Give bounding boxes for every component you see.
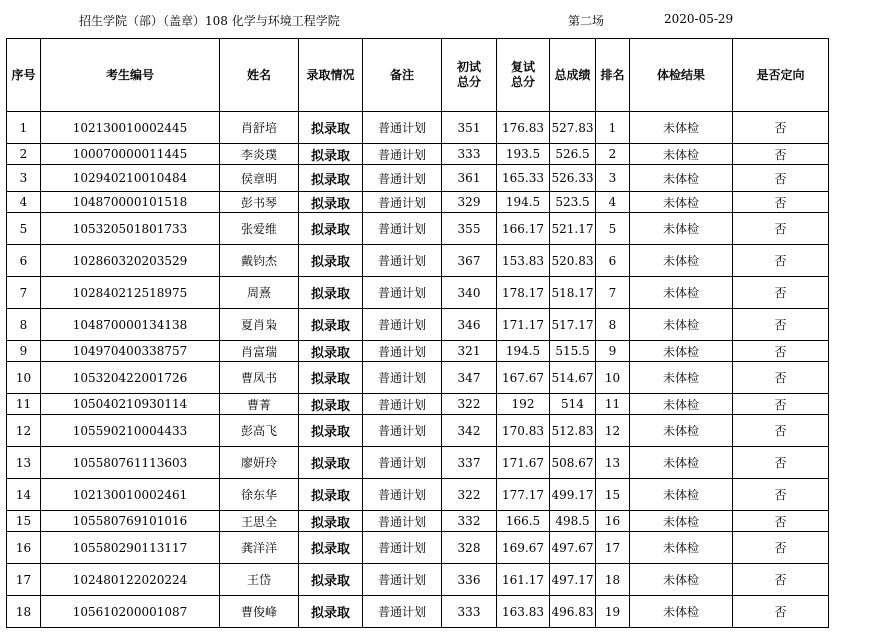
candidate-id-cell: 105040210930114 bbox=[41, 394, 220, 415]
note-cell: 普通计划 bbox=[363, 564, 442, 596]
rank-cell: 1 bbox=[596, 112, 630, 144]
name-cell: 彭高飞 bbox=[220, 415, 299, 447]
table-row bbox=[7, 362, 829, 394]
name-cell: 曹俊峰 bbox=[220, 596, 299, 628]
directed-cell: 否 bbox=[733, 447, 829, 479]
seq-cell: 14 bbox=[7, 479, 41, 511]
table-row bbox=[7, 165, 829, 192]
rank-cell: 18 bbox=[596, 564, 630, 596]
initial-score-cell: 328 bbox=[442, 532, 497, 564]
status-cell: 拟录取 bbox=[299, 165, 363, 192]
name-cell: 曹凤书 bbox=[220, 362, 299, 394]
note-cell: 普通计划 bbox=[363, 479, 442, 511]
candidate-id-cell: 102940210010484 bbox=[41, 165, 220, 192]
status-cell: 拟录取 bbox=[299, 245, 363, 277]
rank-cell: 19 bbox=[596, 596, 630, 628]
medical-cell: 未体检 bbox=[630, 447, 733, 479]
candidate-id-cell: 105320501801733 bbox=[41, 213, 220, 245]
rank-cell: 8 bbox=[596, 309, 630, 341]
rank-cell: 11 bbox=[596, 394, 630, 415]
table-row bbox=[7, 213, 829, 245]
note-cell: 普通计划 bbox=[363, 596, 442, 628]
initial-score-cell: 333 bbox=[442, 596, 497, 628]
candidate-id-cell: 105580761113603 bbox=[41, 447, 220, 479]
directed-cell: 否 bbox=[733, 213, 829, 245]
status-cell: 拟录取 bbox=[299, 362, 363, 394]
medical-cell: 未体检 bbox=[630, 415, 733, 447]
name-cell: 王岱 bbox=[220, 564, 299, 596]
rank-header: 排名 bbox=[596, 39, 630, 112]
rank-cell: 15 bbox=[596, 479, 630, 511]
total-score-cell: 526.33 bbox=[550, 165, 596, 192]
rank-cell: 13 bbox=[596, 447, 630, 479]
retest-score-cell: 166.5 bbox=[497, 511, 550, 532]
seq-cell: 2 bbox=[7, 144, 41, 165]
table-row bbox=[7, 479, 829, 511]
initial-score-cell: 322 bbox=[442, 394, 497, 415]
candidate-id-cell: 102860320203529 bbox=[41, 245, 220, 277]
retest-score-cell: 167.67 bbox=[497, 362, 550, 394]
directed-cell: 否 bbox=[733, 277, 829, 309]
candidate-id-cell: 100070000011445 bbox=[41, 144, 220, 165]
candidate-id-cell: 105580290113117 bbox=[41, 532, 220, 564]
total-score-cell: 514 bbox=[550, 394, 596, 415]
seq-cell: 15 bbox=[7, 511, 41, 532]
total-score-cell: 523.5 bbox=[550, 192, 596, 213]
status-cell: 拟录取 bbox=[299, 112, 363, 144]
medical-cell: 未体检 bbox=[630, 165, 733, 192]
note-cell: 普通计划 bbox=[363, 245, 442, 277]
medical-cell: 未体检 bbox=[630, 213, 733, 245]
retest-score-cell: 153.83 bbox=[497, 245, 550, 277]
status-header: 录取情况 bbox=[299, 39, 363, 112]
note-cell: 普通计划 bbox=[363, 309, 442, 341]
total-score-cell: 497.67 bbox=[550, 532, 596, 564]
table-row bbox=[7, 192, 829, 213]
total-score-cell: 496.83 bbox=[550, 596, 596, 628]
note-cell: 普通计划 bbox=[363, 165, 442, 192]
candidate-id-cell: 104870000101518 bbox=[41, 192, 220, 213]
note-cell: 普通计划 bbox=[363, 532, 442, 564]
note-cell: 普通计划 bbox=[363, 447, 442, 479]
note-cell: 普通计划 bbox=[363, 192, 442, 213]
seq-cell: 10 bbox=[7, 362, 41, 394]
initial-score-cell: 347 bbox=[442, 362, 497, 394]
document-header bbox=[0, 10, 869, 30]
total-score-header: 总成绩 bbox=[550, 39, 596, 112]
seq-cell: 17 bbox=[7, 564, 41, 596]
candidate-id-cell: 102840212518975 bbox=[41, 277, 220, 309]
seq-cell: 6 bbox=[7, 245, 41, 277]
note-cell: 普通计划 bbox=[363, 112, 442, 144]
directed-cell: 否 bbox=[733, 341, 829, 362]
medical-cell: 未体检 bbox=[630, 394, 733, 415]
total-score-cell: 526.5 bbox=[550, 144, 596, 165]
retest-score-cell: 176.83 bbox=[497, 112, 550, 144]
seq-cell: 3 bbox=[7, 165, 41, 192]
directed-cell: 否 bbox=[733, 144, 829, 165]
initial-score-cell: 332 bbox=[442, 511, 497, 532]
initial-score-cell: 333 bbox=[442, 144, 497, 165]
total-score-cell: 517.17 bbox=[550, 309, 596, 341]
medical-cell: 未体检 bbox=[630, 596, 733, 628]
admission-table bbox=[6, 38, 829, 628]
candidate-id-cell: 105320422001726 bbox=[41, 362, 220, 394]
status-cell: 拟录取 bbox=[299, 479, 363, 511]
rank-cell: 17 bbox=[596, 532, 630, 564]
table-row bbox=[7, 394, 829, 415]
rank-cell: 12 bbox=[596, 415, 630, 447]
initial-score-cell: 337 bbox=[442, 447, 497, 479]
status-cell: 拟录取 bbox=[299, 564, 363, 596]
medical-cell: 未体检 bbox=[630, 362, 733, 394]
table-row bbox=[7, 564, 829, 596]
college-title: 招生学院（部）（盖章）108 化学与环境工程学院 bbox=[79, 14, 340, 28]
seq-cell: 11 bbox=[7, 394, 41, 415]
seq-cell: 8 bbox=[7, 309, 41, 341]
total-score-cell: 499.17 bbox=[550, 479, 596, 511]
name-cell: 张爱维 bbox=[220, 213, 299, 245]
table-row bbox=[7, 511, 829, 532]
table-row bbox=[7, 596, 829, 628]
retest-score-cell: 163.83 bbox=[497, 596, 550, 628]
directed-cell: 否 bbox=[733, 112, 829, 144]
rank-cell: 16 bbox=[596, 511, 630, 532]
total-score-cell: 512.83 bbox=[550, 415, 596, 447]
retest-score-cell: 169.67 bbox=[497, 532, 550, 564]
directed-header: 是否定向 bbox=[733, 39, 829, 112]
medical-cell: 未体检 bbox=[630, 144, 733, 165]
directed-cell: 否 bbox=[733, 362, 829, 394]
name-cell: 周熹 bbox=[220, 277, 299, 309]
status-cell: 拟录取 bbox=[299, 213, 363, 245]
retest-score-cell: 193.5 bbox=[497, 144, 550, 165]
directed-cell: 否 bbox=[733, 596, 829, 628]
initial-score-cell: 336 bbox=[442, 564, 497, 596]
seq-cell: 4 bbox=[7, 192, 41, 213]
retest-score-cell: 178.17 bbox=[497, 277, 550, 309]
note-cell: 普通计划 bbox=[363, 277, 442, 309]
status-cell: 拟录取 bbox=[299, 532, 363, 564]
table-row bbox=[7, 532, 829, 564]
initial-score-cell: 329 bbox=[442, 192, 497, 213]
date-label: 2020-05-29 bbox=[664, 12, 734, 26]
status-cell: 拟录取 bbox=[299, 415, 363, 447]
status-cell: 拟录取 bbox=[299, 511, 363, 532]
retest-score-cell: 166.17 bbox=[497, 213, 550, 245]
medical-cell: 未体检 bbox=[630, 112, 733, 144]
total-score-cell: 514.67 bbox=[550, 362, 596, 394]
candidate-id-cell: 102480122020224 bbox=[41, 564, 220, 596]
seq-cell: 12 bbox=[7, 415, 41, 447]
retest-score-cell: 161.17 bbox=[497, 564, 550, 596]
status-cell: 拟录取 bbox=[299, 341, 363, 362]
table-row bbox=[7, 341, 829, 362]
seq-cell: 18 bbox=[7, 596, 41, 628]
directed-cell: 否 bbox=[733, 479, 829, 511]
total-score-cell: 527.83 bbox=[550, 112, 596, 144]
candidate-id-cell: 102130010002461 bbox=[41, 479, 220, 511]
name-cell: 彭书琴 bbox=[220, 192, 299, 213]
total-score-cell: 520.83 bbox=[550, 245, 596, 277]
status-cell: 拟录取 bbox=[299, 192, 363, 213]
directed-cell: 否 bbox=[733, 532, 829, 564]
status-cell: 拟录取 bbox=[299, 144, 363, 165]
directed-cell: 否 bbox=[733, 394, 829, 415]
table-row bbox=[7, 277, 829, 309]
table-row bbox=[7, 309, 829, 341]
medical-cell: 未体检 bbox=[630, 479, 733, 511]
name-cell: 戴钧杰 bbox=[220, 245, 299, 277]
note-cell: 普通计划 bbox=[363, 394, 442, 415]
medical-cell: 未体检 bbox=[630, 245, 733, 277]
name-cell: 肖富瑞 bbox=[220, 341, 299, 362]
rank-cell: 7 bbox=[596, 277, 630, 309]
name-cell: 肖舒培 bbox=[220, 112, 299, 144]
candidate-id-cell: 105590210004433 bbox=[41, 415, 220, 447]
table-row bbox=[7, 144, 829, 165]
note-cell: 普通计划 bbox=[363, 144, 442, 165]
rank-cell: 6 bbox=[596, 245, 630, 277]
status-cell: 拟录取 bbox=[299, 596, 363, 628]
seq-cell: 16 bbox=[7, 532, 41, 564]
initial-score-cell: 322 bbox=[442, 479, 497, 511]
retest-score-cell: 171.67 bbox=[497, 447, 550, 479]
table-row bbox=[7, 447, 829, 479]
directed-cell: 否 bbox=[733, 245, 829, 277]
total-score-cell: 497.17 bbox=[550, 564, 596, 596]
directed-cell: 否 bbox=[733, 309, 829, 341]
seq-header: 序号 bbox=[7, 39, 41, 112]
directed-cell: 否 bbox=[733, 564, 829, 596]
medical-cell: 未体检 bbox=[630, 532, 733, 564]
rank-cell: 4 bbox=[596, 192, 630, 213]
directed-cell: 否 bbox=[733, 415, 829, 447]
retest-score-cell: 177.17 bbox=[497, 479, 550, 511]
status-cell: 拟录取 bbox=[299, 394, 363, 415]
medical-cell: 未体检 bbox=[630, 564, 733, 596]
initial-score-cell: 355 bbox=[442, 213, 497, 245]
seq-cell: 5 bbox=[7, 213, 41, 245]
initial-score-header: 初试 总分 bbox=[442, 39, 497, 112]
directed-cell: 否 bbox=[733, 511, 829, 532]
name-cell: 龚洋洋 bbox=[220, 532, 299, 564]
candidate-id-cell: 104970400338757 bbox=[41, 341, 220, 362]
total-score-cell: 518.17 bbox=[550, 277, 596, 309]
initial-score-cell: 321 bbox=[442, 341, 497, 362]
medical-cell: 未体检 bbox=[630, 192, 733, 213]
note-cell: 普通计划 bbox=[363, 511, 442, 532]
retest-score-cell: 194.5 bbox=[497, 192, 550, 213]
rank-cell: 2 bbox=[596, 144, 630, 165]
rank-cell: 3 bbox=[596, 165, 630, 192]
candidate-id-cell: 105610200001087 bbox=[41, 596, 220, 628]
initial-score-cell: 351 bbox=[442, 112, 497, 144]
name-cell: 徐东华 bbox=[220, 479, 299, 511]
rank-cell: 10 bbox=[596, 362, 630, 394]
seq-cell: 7 bbox=[7, 277, 41, 309]
seq-cell: 1 bbox=[7, 112, 41, 144]
medical-cell: 未体检 bbox=[630, 309, 733, 341]
retest-score-cell: 171.17 bbox=[497, 309, 550, 341]
name-header: 姓名 bbox=[220, 39, 299, 112]
name-cell: 夏肖枭 bbox=[220, 309, 299, 341]
medical-cell: 未体检 bbox=[630, 341, 733, 362]
note-cell: 普通计划 bbox=[363, 362, 442, 394]
table-row bbox=[7, 415, 829, 447]
rank-cell: 9 bbox=[596, 341, 630, 362]
directed-cell: 否 bbox=[733, 165, 829, 192]
total-score-cell: 508.67 bbox=[550, 447, 596, 479]
retest-score-cell: 194.5 bbox=[497, 341, 550, 362]
table-header-row bbox=[7, 39, 829, 112]
initial-score-cell: 346 bbox=[442, 309, 497, 341]
initial-score-cell: 342 bbox=[442, 415, 497, 447]
name-cell: 李炎璞 bbox=[220, 144, 299, 165]
retest-score-header: 复试 总分 bbox=[497, 39, 550, 112]
total-score-cell: 498.5 bbox=[550, 511, 596, 532]
seq-cell: 13 bbox=[7, 447, 41, 479]
retest-score-cell: 165.33 bbox=[497, 165, 550, 192]
candidate-id-cell: 105580769101016 bbox=[41, 511, 220, 532]
candidate-id-cell: 102130010002445 bbox=[41, 112, 220, 144]
note-cell: 普通计划 bbox=[363, 213, 442, 245]
note-cell: 普通计划 bbox=[363, 341, 442, 362]
session-label: 第二场 bbox=[568, 14, 605, 28]
medical-header: 体检结果 bbox=[630, 39, 733, 112]
rank-cell: 5 bbox=[596, 213, 630, 245]
status-cell: 拟录取 bbox=[299, 277, 363, 309]
total-score-cell: 521.17 bbox=[550, 213, 596, 245]
initial-score-cell: 361 bbox=[442, 165, 497, 192]
total-score-cell: 515.5 bbox=[550, 341, 596, 362]
note-cell: 普通计划 bbox=[363, 415, 442, 447]
table-row bbox=[7, 112, 829, 144]
name-cell: 曹菁 bbox=[220, 394, 299, 415]
name-cell: 侯章明 bbox=[220, 165, 299, 192]
name-cell: 廖妍玲 bbox=[220, 447, 299, 479]
medical-cell: 未体检 bbox=[630, 277, 733, 309]
table-row bbox=[7, 245, 829, 277]
candidate-id-cell: 104870000134138 bbox=[41, 309, 220, 341]
directed-cell: 否 bbox=[733, 192, 829, 213]
note-header: 备注 bbox=[363, 39, 442, 112]
name-cell: 王思全 bbox=[220, 511, 299, 532]
id-header: 考生编号 bbox=[41, 39, 220, 112]
initial-score-cell: 340 bbox=[442, 277, 497, 309]
medical-cell: 未体检 bbox=[630, 511, 733, 532]
retest-score-cell: 192 bbox=[497, 394, 550, 415]
status-cell: 拟录取 bbox=[299, 447, 363, 479]
retest-score-cell: 170.83 bbox=[497, 415, 550, 447]
seq-cell: 9 bbox=[7, 341, 41, 362]
status-cell: 拟录取 bbox=[299, 309, 363, 341]
initial-score-cell: 367 bbox=[442, 245, 497, 277]
